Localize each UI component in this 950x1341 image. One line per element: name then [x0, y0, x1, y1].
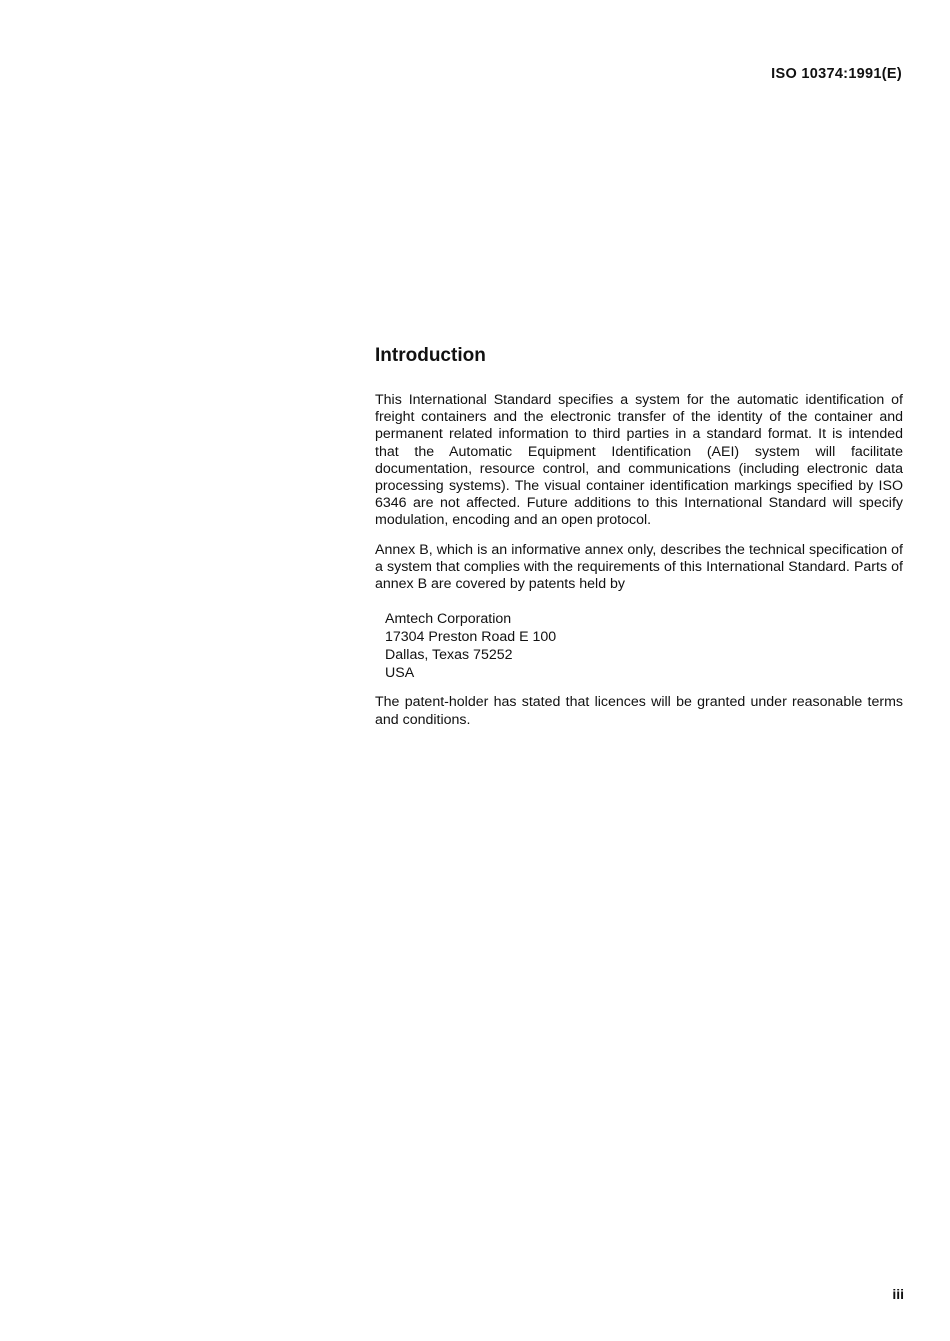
address-line-city: Dallas, Texas 75252 — [385, 646, 513, 663]
patent-holder-address — [385, 611, 903, 682]
closing-paragraph: The patent-holder has stated that licences will be granted under reasonable terms and conditions. — [375, 694, 903, 728]
section-title: Introduction — [375, 345, 486, 366]
address-line-company: Amtech Corporation — [385, 611, 512, 628]
document-id: ISO 10374:1991(E) — [771, 66, 902, 82]
introduction-section — [375, 344, 903, 741]
intro-paragraph-1: This International Standard specifies a system for the automatic identification of freight containers and the electronic transfer of the identity of the container and permanent related information to third parties in a standard format. It is intended that the Automatic Equipment Identification (AEI) system will facilitate documentation, resource control, and communications (including electronic data processing systems). The visual container identification markings specified by ISO 6346 are not affected. Future additions to this International Standard will specify modulation, encoding and an open protocol. — [375, 392, 903, 529]
address-line-country: USA — [385, 664, 415, 681]
page-number: iii — [892, 1286, 904, 1302]
address-line-street: 17304 Preston Road E 100 — [385, 629, 557, 646]
intro-paragraph-2: Annex B, which is an informative annex only, describes the technical specification of a system that complies with the requirements of this International Standard. Parts of annex B are covered by patents held by — [375, 541, 903, 593]
